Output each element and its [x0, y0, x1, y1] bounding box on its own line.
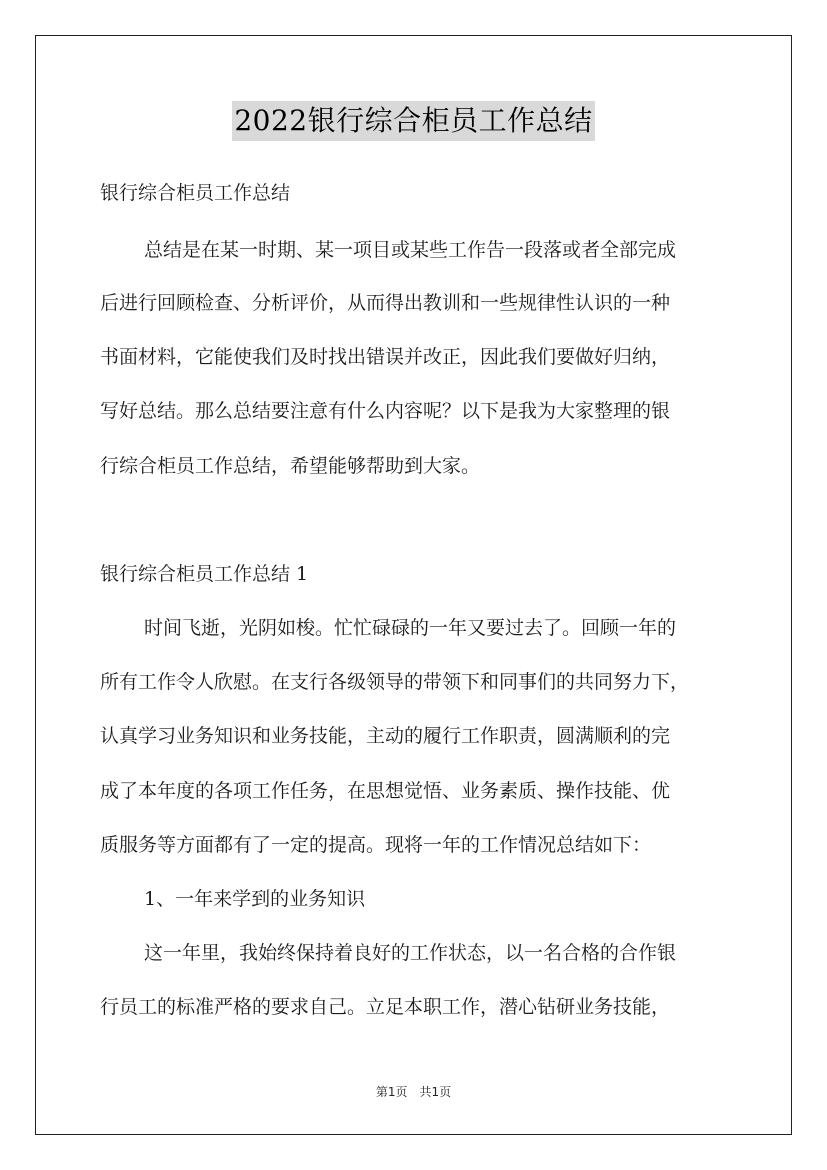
title-container	[0, 101, 827, 141]
paragraph-line: 这一年里，我始终保持着良好的工作状态，以一名合格的合作银	[144, 942, 677, 964]
subheading-line: 1、一年来学到的业务知识	[144, 888, 366, 910]
paragraph-line: 行综合柜员工作总结，希望能够帮助到大家。	[100, 455, 481, 477]
paragraph-line: 所有工作令人欣慰。在支行各级领导的带领下和同事们的共同努力下，	[100, 671, 690, 693]
paragraph-line: 书面材料，它能使我们及时找出错误并改正，因此我们要做好归纳，	[100, 346, 671, 368]
paragraph-line: 写好总结。那么总结要注意有什么内容呢？以下是我为大家整理的银	[100, 400, 671, 422]
paragraph-line: 总结是在某一时期、某一项目或某些工作告一段落或者全部完成	[144, 239, 677, 261]
paragraph-line: 时间飞逝，光阴如梭。忙忙碌碌的一年又要过去了。回顾一年的	[144, 617, 677, 639]
page-number-footer: 第1页 共1页	[375, 1085, 452, 1099]
paragraph-line: 质服务等方面都有了一定的提高。现将一年的工作情况总结如下：	[100, 834, 652, 856]
section-heading: 银行综合柜员工作总结	[100, 182, 291, 204]
document-title: 2022银行综合柜员工作总结	[232, 101, 594, 141]
paragraph-line: 成了本年度的各项工作任务，在思想觉悟、业务素质、操作技能、优	[100, 780, 671, 802]
section-heading: 银行综合柜员工作总结 1	[100, 563, 309, 585]
paragraph-line: 后进行回顾检查、分析评价，从而得出教训和一些规律性认识的一种	[100, 292, 671, 314]
paragraph-line: 认真学习业务知识和业务技能，主动的履行工作职责，圆满顺利的完	[100, 725, 671, 747]
paragraph-line: 行员工的标准严格的要求自己。立足本职工作，潜心钻研业务技能，	[100, 996, 671, 1018]
